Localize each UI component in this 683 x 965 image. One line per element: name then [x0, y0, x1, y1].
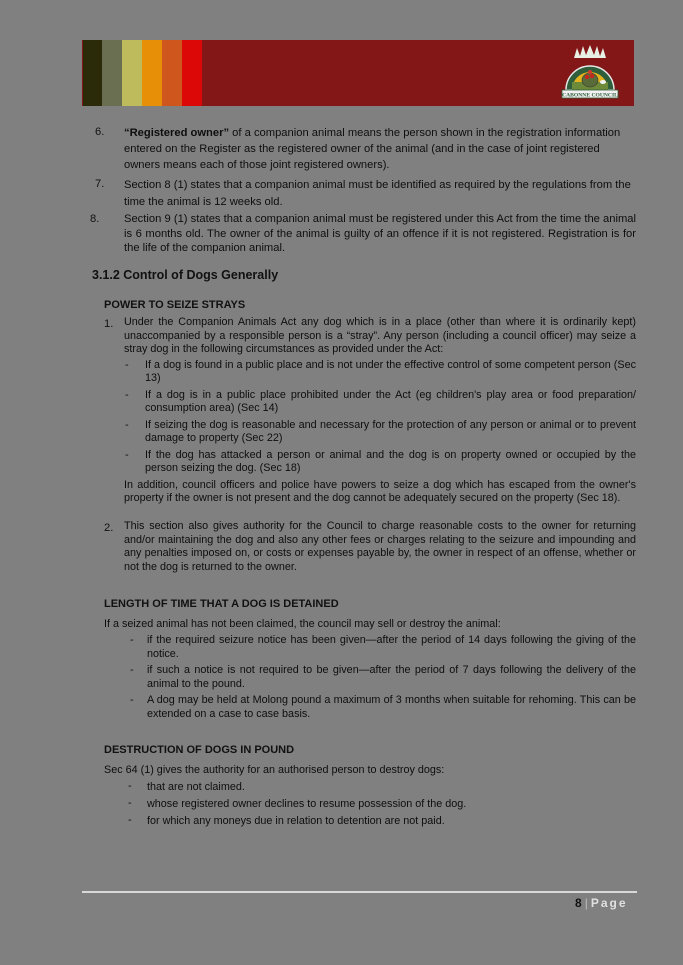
destruction-intro: Sec 64 (1) gives the authority for an authorised person to destroy dogs:: [104, 764, 445, 776]
page-label: Page: [590, 896, 628, 910]
length-bullet: if the required seizure notice has been given—after the period of 14 days following the giving of the notice.: [147, 634, 636, 660]
list-item-section-8: Section 8 (1) states that a companion animal must be identified as required by the regulations from the time the animal is 12 weeks old.: [124, 179, 631, 208]
bullet-icon: -: [128, 780, 132, 792]
page-number-value: 8: [575, 896, 582, 910]
bullet-icon: -: [130, 694, 134, 706]
cabonne-council-logo-icon: [554, 44, 626, 102]
footer-divider: [82, 891, 637, 893]
term-registered-owner: “Registered owner”: [124, 127, 230, 139]
bullet-icon: -: [125, 419, 129, 431]
heading-destruction: DESTRUCTION OF DOGS IN POUND: [104, 744, 295, 756]
bullet-icon: -: [125, 359, 129, 371]
list-number: 7.: [95, 178, 105, 190]
list-item-registered-owner: [124, 125, 636, 173]
list-number: 6.: [95, 126, 105, 138]
header-banner: [82, 40, 634, 106]
bullet-icon: -: [128, 814, 132, 826]
length-bullet: if such a notice is not required to be given—after the period of 7 days following the delivery of the animal to the pound.: [147, 664, 636, 690]
bullet-icon: -: [125, 449, 129, 461]
stripe-6: [182, 40, 202, 106]
power-item-1-addendum: In addition, council officers and police have powers to seize a dog which has escaped from the owner's property if the owner is not present and the dog cannot be adequately secured on the property (Sec 18).: [124, 479, 636, 504]
bullet-icon: -: [130, 634, 134, 646]
power-bullet: If a dog is in a public place prohibited under the Act (eg children's play area or food preparation/ consumption area) (Sec 14): [145, 389, 636, 414]
power-bullet: If seizing the dog is reasonable and necessary for the protection of any person or animal or to prevent damage to property (Sec 22): [145, 419, 636, 444]
stripe-1: [83, 40, 102, 106]
section-title: 3.1.2 Control of Dogs Generally: [92, 268, 279, 282]
power-bullet: If the dog has attacked a person or animal and the dog is on property owned or occupied by the person seizing the dog. (Sec 18): [145, 449, 636, 474]
length-bullet: A dog may be held at Molong pound a maximum of 3 months when suitable for rehoming. This can be extended on a case to case basis.: [147, 694, 636, 720]
stripe-5: [162, 40, 182, 106]
bullet-icon: -: [125, 389, 129, 401]
length-intro: If a seized animal has not been claimed, the council may sell or destroy the animal:: [104, 618, 501, 630]
heading-power-to-seize: POWER TO SEIZE STRAYS: [104, 299, 246, 311]
power-item-2-text: This section also gives authority for the Council to charge reasonable costs to the owner for returning and/or maintaining the dog and also any other fees or charges relating to the seizure and impounding and any penalties imposed on, or costs or expenses payable by, the owner in respect of an offense, whether or not the dog is returned to the owner.: [124, 520, 636, 573]
power-item-1-text: Under the Companion Animals Act any dog which is in a place (other than where it is ordinarily kept) unaccompanied by a responsible person is a “stray”. Any person (including a council officer) may seize a stray dog in the following circumstances as provided under the Act:: [124, 316, 636, 355]
destruction-bullet: whose registered owner declines to resume possession of the dog.: [147, 798, 467, 810]
power-bullet: If a dog is found in a public place and is not under the effective control of some competent person (Sec 13): [145, 359, 636, 384]
list-item-text: of a companion animal means the person shown in the registration information entered on the Register as the registered owner of the animal (and in the case of joint registered owners means each of those joint registered owners).: [124, 127, 621, 171]
stripe-2: [102, 40, 122, 106]
destruction-bullet: that are not claimed.: [147, 781, 245, 793]
bullet-icon: -: [130, 664, 134, 676]
list-number: 1.: [104, 318, 114, 330]
heading-length-of-time: LENGTH OF TIME THAT A DOG IS DETAINED: [104, 598, 339, 610]
page-number: [575, 896, 628, 910]
page-separator: |: [584, 896, 588, 910]
destruction-bullet: for which any moneys due in relation to detention are not paid.: [147, 815, 445, 827]
list-number: 8.: [90, 213, 100, 225]
stripe-4: [142, 40, 162, 106]
list-item-section-9: Section 9 (1) states that a companion animal must be registered under this Act from the time the animal is 6 months old. The owner of the animal is guilty of an offence if it is not registered. Registration is for the life of the companion animal.: [124, 213, 636, 254]
list-number: 2.: [104, 522, 114, 534]
bullet-icon: -: [128, 797, 132, 809]
svg-text:CABONNE COUNCIL: CABONNE COUNCIL: [562, 92, 618, 99]
stripe-3: [122, 40, 142, 106]
